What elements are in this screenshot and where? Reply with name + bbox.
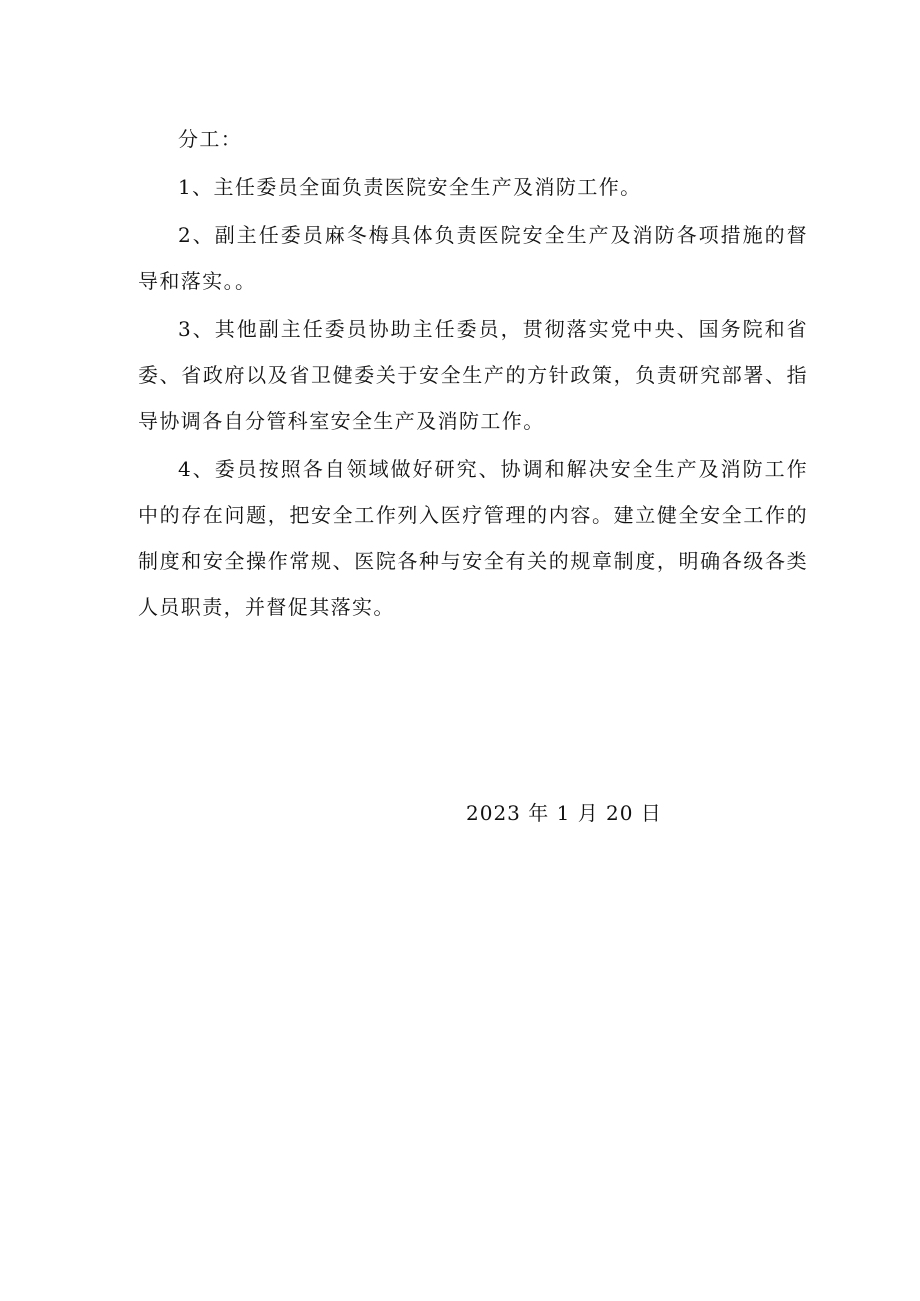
paragraph-2: 2、副主任委员麻冬梅具体负责医院安全生产及消防各项措施的督导和落实。。: [138, 223, 808, 293]
paragraph-3: 3、其他副主任委员协助主任委员，贯彻落实党中央、国务院和省委、省政府以及省卫健委关于安全生产的方针政策，负责研究部署、指导协调各自分管科室安全生产及消防工作。: [138, 317, 808, 433]
document-date: 2023 年 1 月 20 日: [466, 801, 662, 825]
section-heading: 分工：: [178, 127, 243, 151]
document-body: [138, 116, 808, 632]
paragraph-4: 4、委员按照各自领域做好研究、协调和解决安全生产及消防工作中的存在问题，把安全工作列入医疗管理的内容。建立健全安全工作的制度和安全操作常规、医院各种与安全有关的规章制度，明确各级各类人员职责，并督促其落实。: [138, 457, 808, 619]
paragraph-1: 1、主任委员全面负责医院安全生产及消防工作。: [178, 175, 642, 199]
